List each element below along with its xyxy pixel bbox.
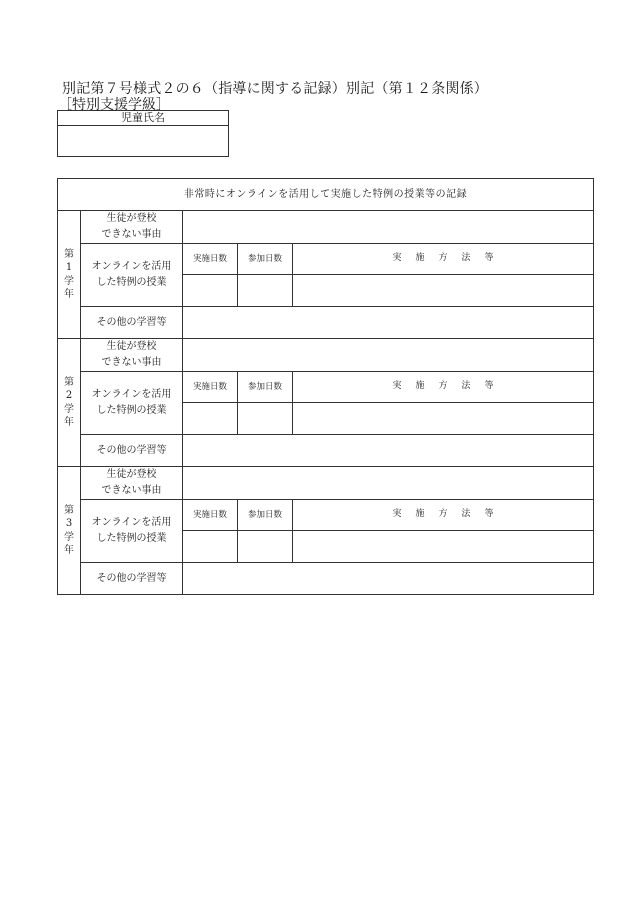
year-3-method-cell[interactable] [293, 531, 594, 563]
days-attended-header: 参加日数 [238, 372, 293, 403]
year-1-days-attended-cell[interactable] [238, 275, 293, 307]
method-header: 実施方法等 [293, 500, 594, 531]
year-3-reason-cell[interactable] [183, 467, 594, 500]
year-1-number: 1 [65, 262, 73, 273]
online-label-line: した特例の授業 [96, 277, 167, 288]
days-attended-header: 参加日数 [238, 500, 293, 531]
other-learning-label: その他の学習等 [81, 435, 183, 467]
reason-label-line: できない事由 [101, 485, 162, 496]
student-name-box [57, 110, 229, 157]
reason-label [81, 339, 183, 372]
online-lesson-label [81, 372, 183, 435]
reason-label-line: できない事由 [101, 357, 162, 368]
days-held-header: 実施日数 [183, 372, 238, 403]
year-1-method-cell[interactable] [293, 275, 594, 307]
record-table-title: 非常時にオンラインを活用して実施した特例の授業等の記録 [58, 179, 594, 211]
year-3-char: 学 [64, 531, 74, 543]
year-3-other-cell[interactable] [183, 563, 594, 595]
year-2-char: 年 [64, 417, 74, 428]
year-1-days-held-cell[interactable] [183, 275, 238, 307]
year-2-label [58, 339, 81, 467]
days-attended-header: 参加日数 [238, 244, 293, 275]
other-learning-label: その他の学習等 [81, 307, 183, 339]
year-3-days-attended-cell[interactable] [238, 531, 293, 563]
year-3-label [58, 467, 81, 595]
year-1-char: 学 [64, 275, 74, 287]
online-label-line: オンラインを活用 [91, 517, 172, 528]
method-header: 実施方法等 [293, 244, 594, 275]
online-label-line: オンラインを活用 [91, 261, 172, 272]
other-learning-label: その他の学習等 [81, 563, 183, 595]
online-lesson-label [81, 244, 183, 307]
student-name-label: 児童氏名 [58, 111, 228, 126]
year-3-number: 3 [65, 518, 73, 529]
year-3-days-held-cell[interactable] [183, 531, 238, 563]
year-1-char: 第 [64, 248, 74, 260]
year-2-method-cell[interactable] [293, 403, 594, 435]
online-label-line: オンラインを活用 [91, 389, 172, 400]
student-name-field[interactable] [58, 126, 228, 157]
reason-label-line: 生徒が登校 [106, 341, 157, 352]
year-1-reason-cell[interactable] [183, 211, 594, 244]
year-1-other-cell[interactable] [183, 307, 594, 339]
document-title: 別記第７号様式２の６（指導に関する記録）別記（第１２条関係） [62, 81, 488, 97]
year-2-char: 第 [64, 376, 74, 388]
online-lesson-record-table [57, 178, 594, 595]
days-held-header: 実施日数 [183, 500, 238, 531]
method-header: 実施方法等 [293, 372, 594, 403]
year-3-char: 年 [64, 545, 74, 556]
year-2-days-held-cell[interactable] [183, 403, 238, 435]
year-2-char: 学 [64, 403, 74, 415]
reason-label-line: できない事由 [101, 229, 162, 240]
year-2-reason-cell[interactable] [183, 339, 594, 372]
online-lesson-label [81, 500, 183, 563]
year-1-label [58, 211, 81, 339]
year-2-days-attended-cell[interactable] [238, 403, 293, 435]
reason-label-line: 生徒が登校 [106, 213, 157, 224]
year-1-char: 年 [64, 289, 74, 300]
online-label-line: した特例の授業 [96, 405, 167, 416]
reason-label-line: 生徒が登校 [106, 469, 157, 480]
year-3-char: 第 [64, 504, 74, 516]
reason-label [81, 467, 183, 500]
days-held-header: 実施日数 [183, 244, 238, 275]
document-subtitle: ［特別支援学級］ [58, 97, 170, 113]
year-2-other-cell[interactable] [183, 435, 594, 467]
year-2-number: 2 [65, 390, 73, 401]
reason-label [81, 211, 183, 244]
online-label-line: した特例の授業 [96, 533, 167, 544]
